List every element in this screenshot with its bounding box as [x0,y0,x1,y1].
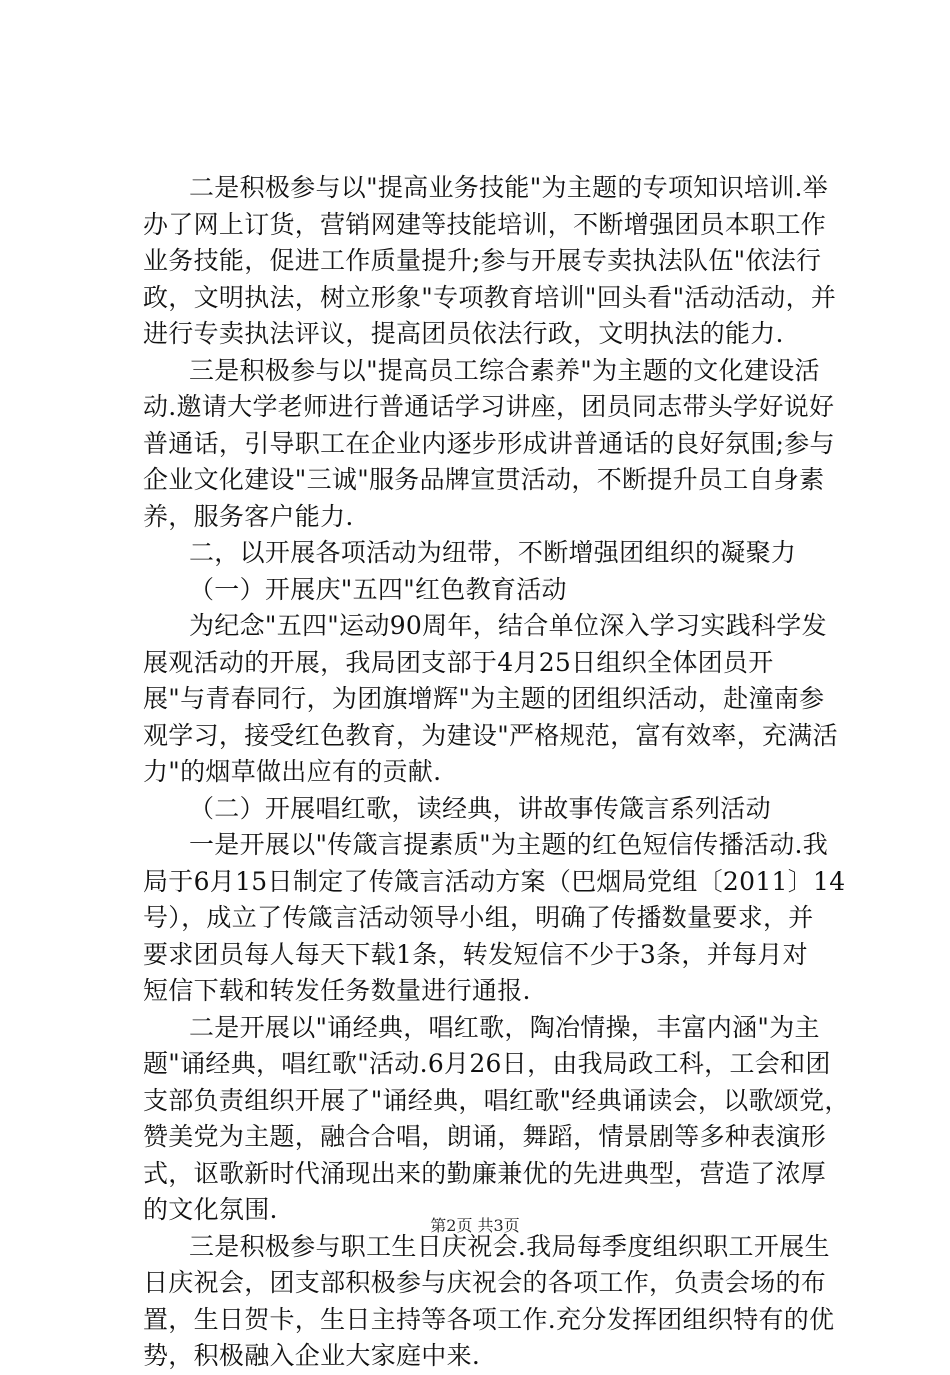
text-line: 力"的烟草做出应有的贡献. [143,757,442,786]
text-line: 政，文明执法，树立形象"专项教育培训"回头看"活动活动，并 [143,282,837,312]
text-line: 短信下载和转发任务数量进行通报. [143,976,531,1005]
text-line: 企业文化建设"三诚"服务品牌宣贯活动，不断提升员工自身素 [143,465,825,494]
text-line: 观学习，接受红色教育，为建设"严格规范，富有效率，充满活 [143,720,838,750]
text-line: （二）开展唱红歌，读经典，讲故事传箴言系列活动 [189,793,771,823]
text-line: 普通话，引导职工在企业内逐步形成讲普通话的良好氛围;参与 [143,428,835,458]
text-line: 二，以开展各项活动为纽带，不断增强团组织的凝聚力 [189,538,797,567]
text-line: 展观活动的开展，我局团支部于4月25日组织全体团员开 [143,647,774,677]
text-line: 日庆祝会，团支部积极参与庆祝会的各项工作，负责会场的布 [143,1268,827,1297]
text-line: 展"与青春同行，为团旗增辉"为主题的团组织活动，赴潼南参 [143,684,825,713]
text-line: 动.邀请大学老师进行普通话学习讲座，团员同志带头学好说好 [143,392,835,421]
text-line: 势，积极融入企业大家庭中来. [143,1341,481,1370]
text-line: 赞美党为主题，融合合唱，朗诵，舞蹈，情景剧等多种表演形 [143,1122,827,1151]
text-line: 办了网上订货，营销网建等技能培训，不断增强团员本职工作 [143,209,827,239]
text-line: 三是积极参与职工生日庆祝会.我局每季度组织职工开展生 [189,1231,830,1261]
text-line: 为纪念"五四"运动90周年，结合单位深入学习实践科学发 [189,611,827,640]
text-line: （一）开展庆"五四"红色教育活动 [189,574,567,604]
text-line: 要求团员每人每天下载1条，转发短信不少于3条，并每月对 [143,939,808,969]
text-line: 的文化氛围. [143,1195,278,1224]
text-line: 三是积极参与以"提高员工综合素养"为主题的文化建设活 [189,355,820,385]
text-line: 局于6月15日制定了传箴言活动方案（巴烟局党组〔2011〕14 [143,866,846,896]
text-line: 二是开展以"诵经典，唱红歌，陶冶情操，丰富内涵"为主 [189,1012,820,1042]
text-line: 业务技能，促进工作质量提升;参与开展专卖执法队伍"依法行 [143,246,822,275]
text-line: 一是开展以"传箴言提素质"为主题的红色短信传播活动.我 [189,830,829,859]
text-line: 养，服务客户能力. [143,501,354,531]
text-line: 式，讴歌新时代涌现出来的勤廉兼优的先进典型，营造了浓厚 [143,1158,827,1188]
text-line: 号），成立了传箴言活动领导小组，明确了传播数量要求，并 [143,903,814,932]
text-line: 题"诵经典，唱红歌"活动.6月26日，由我局政工科，工会和团 [143,1049,831,1078]
text-line: 进行专卖执法评议，提高团员依法行政，文明执法的能力. [143,319,784,348]
text-line: 置，生日贺卡，生日主持等各项工作.充分发挥团组织特有的优 [143,1304,835,1334]
text-line: 支部负责组织开展了"诵经典，唱红歌"经典诵读会，以歌颂党， [143,1085,850,1115]
page-footer: 第2页 共3页 [430,1216,520,1235]
document-body [143,170,850,1375]
text-line: 二是积极参与以"提高业务技能"为主题的专项知识培训.举 [189,173,829,202]
